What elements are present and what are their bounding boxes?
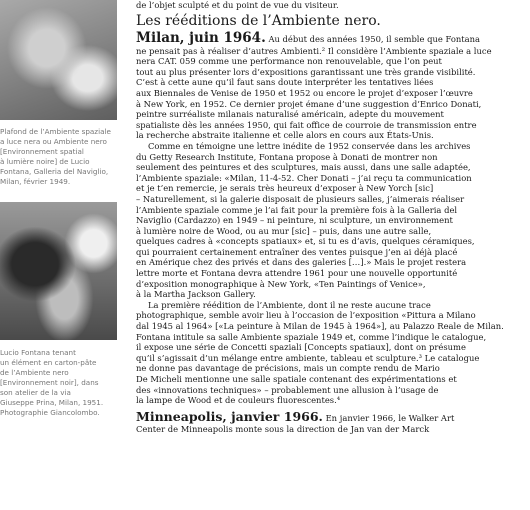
text-line: du Getty Research Institute, Fontana propose à Donati de montrer non [136,151,438,162]
photo-caption-1 [0,127,118,187]
caption-line: Lucio Fontana tenant [0,348,76,357]
text-line: nera CAT. 059 comme une performance non renouvelable, que l’on peut [136,56,442,67]
text-line: la lampe de Wood et de couleurs fluorescentes.⁴ [136,395,341,406]
text-line: La première réédition de l’Ambiente, dont il ne reste aucune trace [148,299,431,310]
text-line: qui pourraient certainement entraîner des ventes puisque j’en ai déjà placé [136,246,458,257]
text-line: ne donne pas davantage de précisions, mais un compte rendu de Mario [136,363,440,374]
caption-line: [Environnement spatial [0,147,84,156]
text-span: En janvier 1966, le Walker Art [325,412,455,423]
text-line: de l’objet sculpté et du point de vue du visiteur. [136,0,339,10]
text-line: d’exposition monographique à New York, «Ten Paintings of Venice», [136,278,426,289]
section-heading: Les rééditions de l’Ambiente nero. [136,12,381,29]
text-line [136,410,524,424]
text-line: à lumière noire de Wood, ou au mur [sic] – puis, dans une autre salle, [136,225,432,236]
text-line: qu’il s’agissait d’un mélange entre ambiente, tableau et sculpture.³ Le catalogue [136,352,480,363]
caption-line: son atelier de la via [0,388,71,397]
ambiente-nero-ceiling-photo [0,0,117,120]
fontana-studio-photo [0,202,117,340]
text-line: Center de Minneapolis monte sous la direction de Jan van der Marck [136,423,430,434]
text-line: aux Biennales de Venise de 1950 et 1952 ou encore le projet d’exposer l’œuvre [136,87,473,98]
text-line: à la Martha Jackson Gallery. [136,289,256,300]
text-line: photographique, semble avoir lieu à l’occasion de l’exposition «Pittura a Milano [136,310,476,321]
caption-line: Milan, février 1949. [0,177,71,186]
text-line: seulement des peintures et des sculptures, mais aussi, dans une salle adaptée, [136,162,471,173]
text-line: l’Ambiente spaziale comme je l’ai fait pour la première fois à la Galleria del [136,204,458,215]
text-line: en Amérique chez des privés et dans des galeries […].» Mais le projet restera [136,257,467,268]
text-line: l’Ambiente spaziale: «Milan, 11-4-52. Cher Donati – j’ai reçu ta communication [136,172,472,183]
section-subheading: Milan, juin 1964. [136,29,266,46]
text-line: spatialiste dès les années 1950, qui fait office de courroie de transmission entre [136,119,477,130]
caption-line: de l’Ambiente nero [0,368,69,377]
caption-line: [Environnement noir], dans [0,378,99,387]
text-line: lettre morte et Fontana devra attendre 1961 pour une nouvelle opportunité [136,268,458,279]
caption-line: Plafond de l’Ambiente spaziale [0,127,111,136]
article-body [136,0,524,434]
text-line: à New York, en 1952. Ce dernier projet émane d’une suggestion d’Enrico Donati, [136,98,482,109]
text-line: la recherche abstraite italienne et celle alors en cours aux États-Unis. [136,130,434,141]
caption-line: un élément en carton-pâte [0,358,97,367]
text-line: peintre surréaliste milanais naturalisé américain, adepte du mouvement [136,109,444,120]
caption-line: a luce nera ou Ambiente nero [0,137,107,146]
text-line: quelques cadres à «concepts spatiaux» et, si tu es d’avis, quelques céramiques, [136,236,475,247]
text-line: dal 1945 al 1964» [«La peinture à Milan de 1945 à 1964»], au Palazzo Reale de Milan. [136,321,504,332]
text-line: Fontana intitule sa salle Ambiente spaziale 1949 et, comme l’indique le catalogue, [136,331,487,342]
text-line: – Naturellement, si la galerie disposait de plusieurs salles, j’aimerais réaliser [136,193,465,204]
text-line: Comme en témoigne une lettre inédite de 1952 conservée dans les archives [148,140,471,151]
text-line: et je t’en remercie, je serais très heureux d’exposer à New Yorch [sic] [136,183,434,194]
text-line: il expose une série de Concetti spaziali [Concepts spatiaux], dont on présume [136,342,466,353]
caption-line: Photographie Giancolombo. [0,408,100,417]
text-line: des «innovations techniques» – probablement une allusion à l’usage de [136,384,439,395]
caption-line: Fontana, Galleria del Naviglio, [0,167,109,176]
caption-line: à lumière noire] de Lucio [0,157,90,166]
text-line: ne pensait pas à réaliser d’autres Ambienti.² Il considère l’Ambiente spaziale a luce [136,45,492,56]
text-span: Au début des années 1950, il semble que Fontana [268,33,481,44]
text-line: Naviglio (Cardazzo) en 1949 – ni peinture, ni sculpture, un environnement [136,215,453,226]
photo-caption-2 [0,348,118,418]
section-heading-minneapolis: Minneapolis, janvier 1966. [136,409,323,424]
text-line [136,30,524,46]
text-line: De Micheli mentionne une salle spatiale contenant des expérimentations et [136,374,457,384]
caption-line: Giuseppe Prina, Milan, 1951. [0,398,104,407]
text-line: C’est à cette aune qu’il faut sans doute interpréter les tentatives liées [136,77,434,88]
text-line: tout au plus présenter lors d’expositions garantissant une très grande visibilité. [136,66,476,77]
